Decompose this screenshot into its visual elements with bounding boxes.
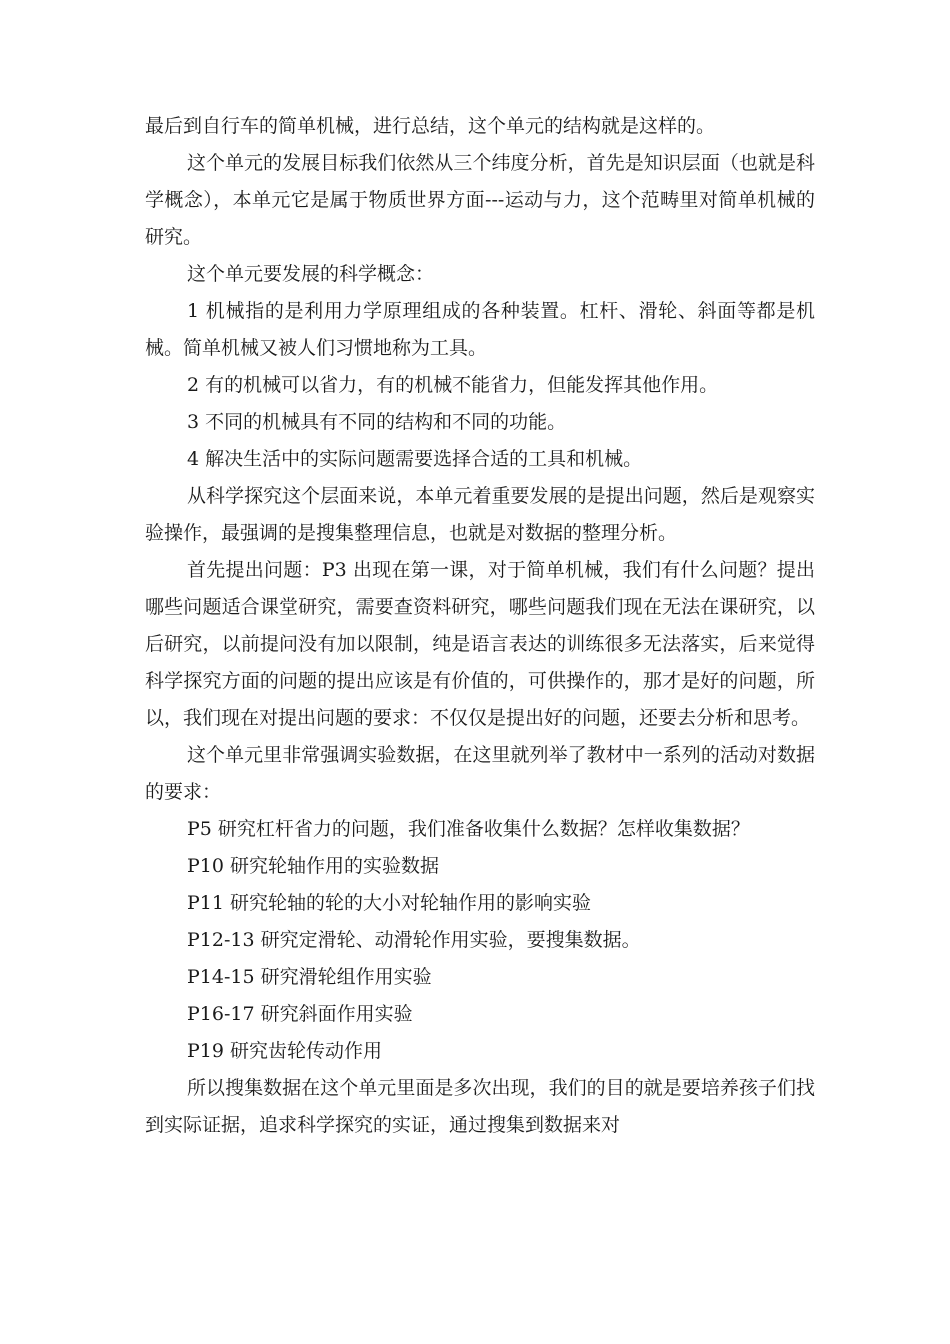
paragraph-concepts-heading: 这个单元要发展的科学概念： (187, 263, 435, 285)
paragraph-concept-4: 4 解决生活中的实际问题需要选择合适的工具和机械。 (187, 448, 643, 470)
paragraph-unit-structure: 最后到自行车的简单机械，进行总结，这个单元的结构就是这样的。 (145, 115, 716, 137)
list-item-p11: P11 研究轮轴的轮的大小对轮轴作用的影响实验 (187, 892, 592, 914)
paragraph-concept-3: 3 不同的机械具有不同的结构和不同的功能。 (187, 411, 567, 433)
list-item-p10: P10 研究轮轴作用的实验数据 (187, 855, 440, 877)
list-item-p14-15: P14-15 研究滑轮组作用实验 (187, 966, 432, 988)
paragraph-concept-2: 2 有的机械可以省力，有的机械不能省力，但能发挥其他作用。 (187, 374, 719, 396)
paragraph-scientific-inquiry: 从科学探究这个层面来说，本单元着重要发展的是提出问题，然后是观察实验操作，最强调的是搜集整理信息，也就是对数据的整理分析。 (145, 485, 815, 544)
list-item-p16-17: P16-17 研究斜面作用实验 (187, 1003, 413, 1025)
document-body (145, 108, 815, 1144)
paragraph-concept-1: 1 机械指的是利用力学原理组成的各种装置。杠杆、滑轮、斜面等都是机械。简单机械又被人们习惯地称为工具。 (145, 300, 815, 359)
paragraph-raising-questions: 首先提出问题：P3 出现在第一课，对于简单机械，我们有什么问题？提出哪些问题适合课堂研究，需要查资料研究，哪些问题我们现在无法在课研究，以后研究，以前提问没有加以限制，纯是语言表达的训练很多无法落实，后来觉得科学探究方面的问题的提出应该是有价值的，可供操作的，那才是好的问题，所以，我们现在对提出问题的要求：不仅仅是提出好的问题，还要去分析和思考。 (145, 559, 815, 729)
paragraph-closing: 所以搜集数据在这个单元里面是多次出现，我们的目的就是要培养孩子们找到实际证据，追求科学探究的实证，通过搜集到数据来对 (145, 1077, 815, 1136)
list-item-p12-13: P12-13 研究定滑轮、动滑轮作用实验，要搜集数据。 (187, 929, 641, 951)
paragraph-development-goals: 这个单元的发展目标我们依然从三个纬度分析，首先是知识层面（也就是科学概念），本单元它是属于物质世界方面---运动与力，这个范畴里对简单机械的研究。 (145, 152, 815, 248)
paragraph-experiment-data: 这个单元里非常强调实验数据，在这里就列举了教材中一系列的活动对数据的要求： (145, 744, 815, 803)
list-item-p5: P5 研究杠杆省力的问题，我们准备收集什么数据？怎样收集数据？ (187, 818, 750, 840)
list-item-p19: P19 研究齿轮传动作用 (187, 1040, 383, 1062)
